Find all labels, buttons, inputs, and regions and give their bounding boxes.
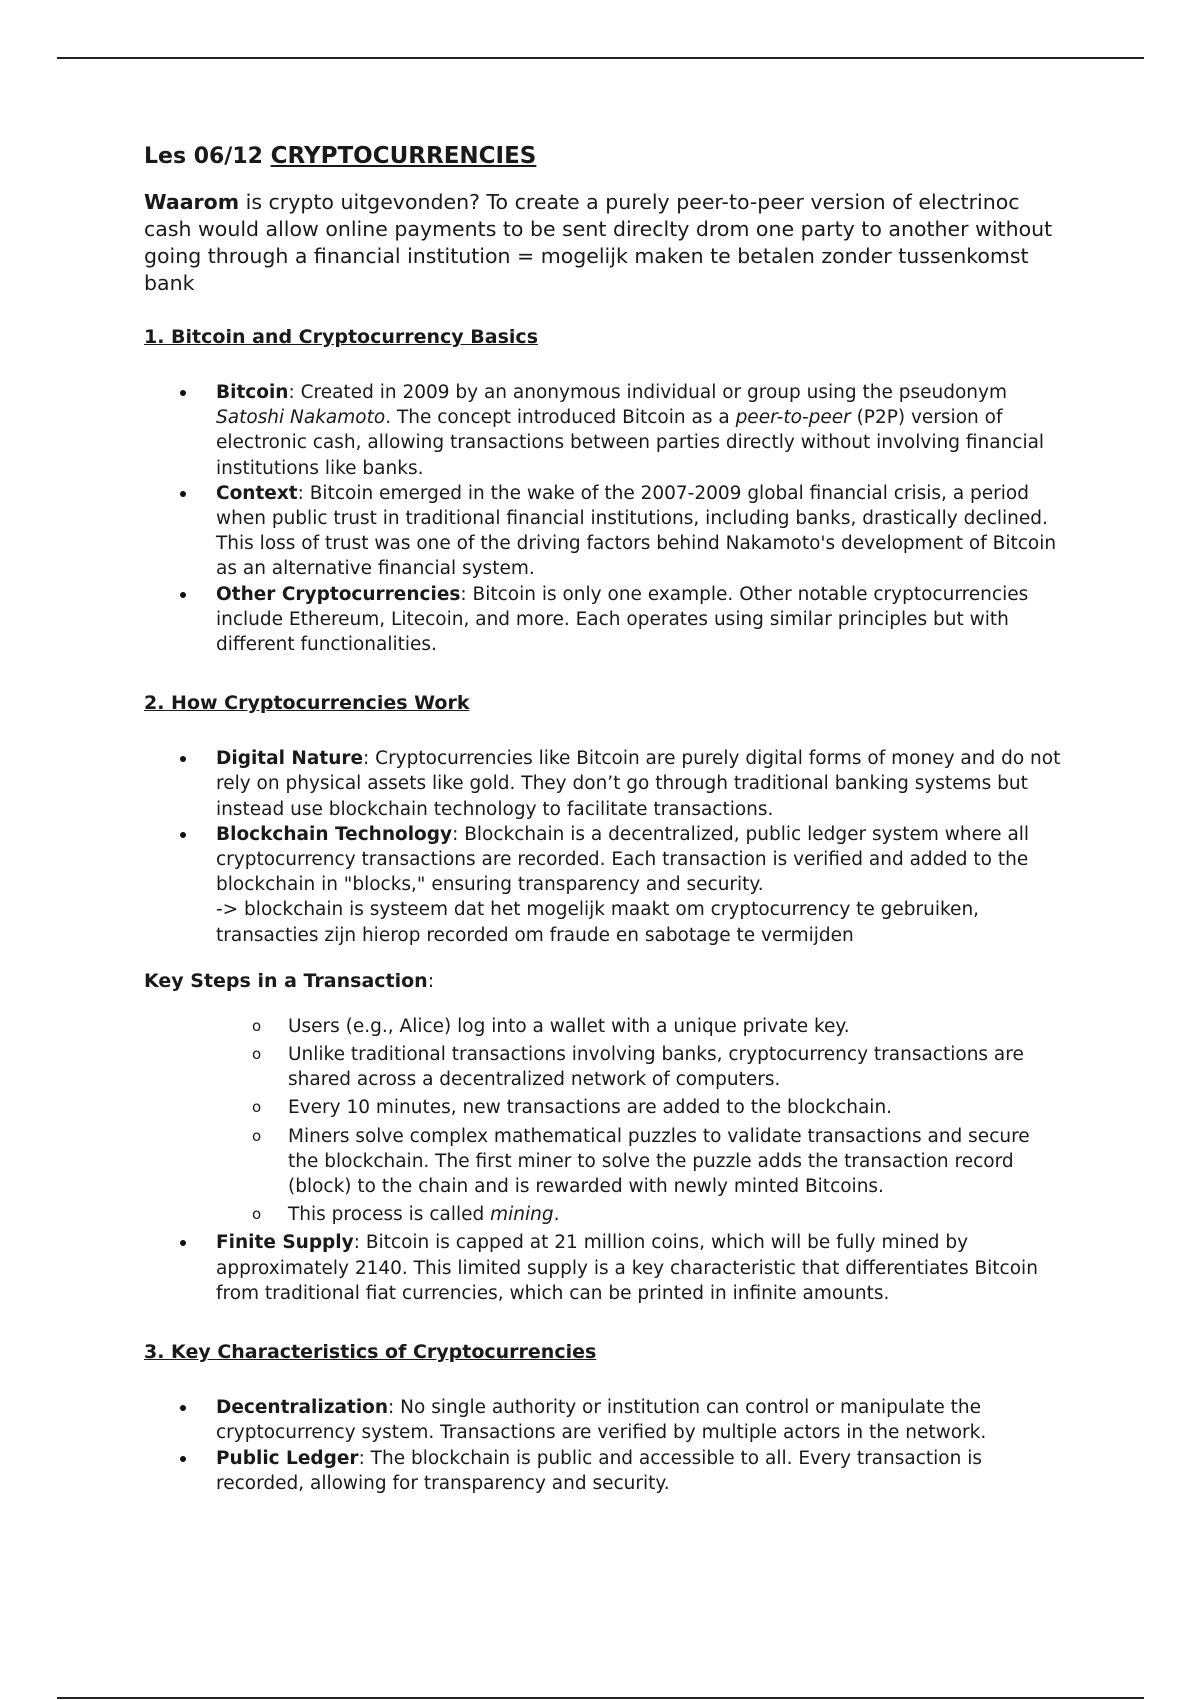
list-item bbox=[144, 1446, 1064, 1496]
intro-paragraph bbox=[144, 189, 1064, 297]
circle-bullet-icon: o bbox=[252, 1205, 262, 1224]
list-item-text: : The blockchain is public and accessible to all. Every transaction is recorded, allowing for transparency and security. bbox=[216, 1447, 982, 1494]
list-item-text: : No single authority or institution can control or manipulate the cryptocurrency system. Transactions are verified by multiple actors in the network. bbox=[216, 1397, 987, 1444]
circle-bullet-icon: o bbox=[252, 1126, 262, 1145]
list-item-text: (P2P) version of electronic cash, allowing transactions between parties directly without involving financial institutions like banks. bbox=[216, 407, 1045, 479]
list-item-text: : Blockchain is a decentralized, public ledger system where all cryptocurrency transactions are recorded. Each transaction is verified and added to the blockchain in "blocks," ensuring transparency and security. bbox=[216, 823, 1030, 896]
list-item bbox=[144, 582, 1064, 658]
bullet-icon bbox=[180, 1405, 186, 1411]
sub-list-item-text: Users (e.g., Alice) log into a wallet with a unique private key. bbox=[288, 1015, 850, 1037]
circle-bullet-icon: o bbox=[252, 1098, 262, 1117]
sub-list-item bbox=[144, 1014, 1064, 1039]
intro-lead: Waarom bbox=[144, 190, 240, 214]
list-item-term: Finite Supply bbox=[216, 1232, 354, 1254]
list-item bbox=[144, 380, 1064, 481]
title-prefix: Les 06/12 bbox=[144, 144, 263, 169]
bullet-icon bbox=[180, 756, 186, 762]
list-item-text: : Cryptocurrencies like Bitcoin are purely digital forms of money and do not rely on physical assets like gold. They don’t go through traditional banking systems but instead use blockchain technology to facilitate transactions. bbox=[216, 748, 1061, 820]
list-item-note: -> blockchain is systeem dat het mogelijk maakt om cryptocurrency te gebruiken, transacties zijn hierop recorded om fraude en sabotage te vermijden bbox=[216, 899, 980, 946]
sub-list-item bbox=[144, 1042, 1064, 1092]
bullet-icon bbox=[180, 390, 186, 396]
section-heading-2: 2. How Cryptocurrencies Work bbox=[144, 692, 470, 715]
section-heading-3: 3. Key Characteristics of Cryptocurrencies bbox=[144, 1341, 597, 1364]
bullet-icon bbox=[180, 491, 186, 497]
circle-bullet-icon: o bbox=[252, 1016, 262, 1035]
list-item bbox=[144, 481, 1064, 582]
sub-list-item-text: Miners solve complex mathematical puzzles to validate transactions and secure the blockchain. The first miner to solve the puzzle adds the transaction record (block) to the chain and is rewarded with newly minted Bitcoins. bbox=[288, 1125, 1030, 1198]
bullet-icon bbox=[180, 592, 186, 598]
bullet-icon bbox=[180, 1240, 186, 1246]
section-3-list bbox=[144, 1395, 1064, 1496]
sub-list-item-text: . bbox=[553, 1204, 560, 1226]
list-item bbox=[144, 822, 1064, 948]
list-item-italic: Satoshi Nakamoto bbox=[216, 407, 386, 429]
list-item-term: Other Cryptocurrencies bbox=[216, 583, 461, 605]
list-item-term: Public Ledger bbox=[216, 1447, 359, 1469]
sub-list-item-italic: mining bbox=[490, 1204, 554, 1226]
sub-list-item bbox=[144, 1095, 1064, 1120]
list-item bbox=[144, 746, 1064, 822]
page-title bbox=[144, 140, 1064, 173]
document-body bbox=[144, 140, 1064, 1496]
bullet-icon bbox=[180, 1456, 186, 1462]
header-rule bbox=[57, 57, 1144, 59]
sub-list-item bbox=[144, 1202, 1064, 1227]
circle-bullet-icon: o bbox=[252, 1045, 262, 1064]
title-main: CRYPTOCURRENCIES bbox=[270, 143, 537, 169]
list-item-term: Decentralization bbox=[216, 1397, 389, 1419]
list-item-italic: peer-to-peer bbox=[735, 407, 851, 429]
key-steps-colon: : bbox=[427, 969, 435, 992]
list-item-text: . The concept introduced Bitcoin as a bbox=[385, 407, 736, 429]
list-item bbox=[144, 1395, 1064, 1445]
list-item-term: Bitcoin bbox=[216, 382, 289, 403]
list-item-text: : Bitcoin is only one example. Other notable cryptocurrencies include Ethereum, Litecoin, and more. Each operates using similar principles but with different functionalities. bbox=[216, 583, 1029, 656]
intro-text: is crypto uitgevonden? To create a purely peer-to-peer version of electrinoc cash would allow online payments to be sent direclty drom one party to another without going through a financial institution = mogelijk maken te betalen zonder tussenkomst bank bbox=[144, 190, 1053, 295]
section-2-list bbox=[144, 746, 1064, 948]
list-item bbox=[144, 1230, 1064, 1306]
sub-list-item-text: Unlike traditional transactions involving banks, cryptocurrency transactions are shared across a decentralized network of computers. bbox=[288, 1044, 1024, 1091]
footer-rule bbox=[57, 1697, 1144, 1699]
sub-list-item-text: Every 10 minutes, new transactions are added to the blockchain. bbox=[288, 1097, 893, 1119]
key-steps-list bbox=[144, 1014, 1064, 1228]
key-steps-title: Key Steps in a Transaction bbox=[144, 969, 428, 992]
bullet-icon bbox=[180, 832, 186, 838]
sub-list-item bbox=[144, 1124, 1064, 1200]
list-item-term: Context bbox=[216, 482, 298, 504]
sub-list-item-text: This process is called bbox=[288, 1204, 491, 1226]
list-item-text: : Bitcoin is capped at 21 million coins, which will be fully mined by approximately 2140. This limited supply is a key characteristic that differentiates Bitcoin from traditional fiat currencies, which can be printed in infinite amounts. bbox=[216, 1232, 1038, 1304]
list-item-text: : Bitcoin emerged in the wake of the 2007-2009 global financial crisis, a period when public trust in traditional financial institutions, including banks, drastically declined. This loss of trust was one of the driving factors behind Nakamoto's development of Bitcoin as an alternative financial system. bbox=[216, 482, 1057, 580]
key-steps-heading bbox=[144, 968, 1064, 994]
finite-supply-list bbox=[144, 1230, 1064, 1306]
section-1-list bbox=[144, 380, 1064, 657]
list-item-term: Blockchain Technology bbox=[216, 823, 453, 845]
list-item-term: Digital Nature bbox=[216, 748, 364, 770]
list-item-text: : Created in 2009 by an anonymous individual or group using the pseudonym bbox=[288, 382, 1007, 403]
section-heading-1: 1. Bitcoin and Cryptocurrency Basics bbox=[144, 326, 538, 348]
